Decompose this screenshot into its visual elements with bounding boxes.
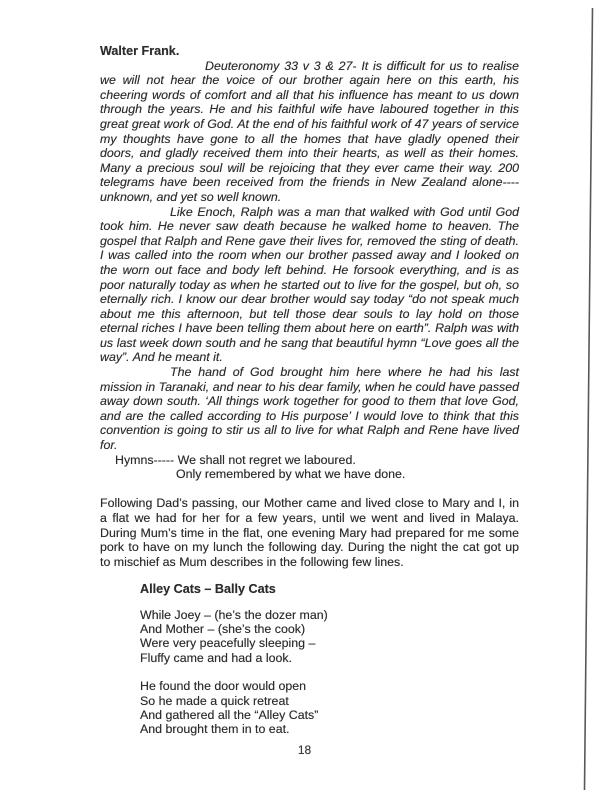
- page-number: 18: [297, 743, 312, 757]
- document-body: [100, 44, 519, 736]
- poem-line: And brought them in to eat.: [140, 721, 290, 736]
- page-title: Walter Frank.: [100, 44, 180, 58]
- poem-block: [100, 582, 519, 736]
- poem-line: And gathered all the “Alley Cats”: [140, 707, 319, 722]
- poem-line: So he made a quick retreat: [140, 693, 289, 708]
- memorial-paragraph-2: Like Enoch, Ralph was a man that walked with God until God took him. He never saw death because he walked home to heaven. The gospel that Ralph and Rene gave their lives for, removed the sting of death. I was called into the room when our brother passed away and I looked on the worn out face and body left behind. He forsook everything, and is as poor naturally today as when he started out to live for the gospel, but oh, so eternally rich. I know our dear brother would say today “do not speak much about me this afternoon, but tell those dear souls to lay hold on those eternal riches I have been telling them about here on earth”. Ralph was with us last week down south and he sang that beautiful hymn “Love goes all the way”. And he meant it.: [100, 204, 519, 365]
- poem-line: And Mother – (she’s the cook): [140, 622, 306, 637]
- poem-line: He found the door would open: [140, 679, 307, 694]
- poem-line: While Joey – (he’s the dozer man): [140, 607, 328, 622]
- memorial-paragraph-1: Deuteronomy 33 v 3 & 27- It is difficult for us to realise we will not hear the voice of our brother again here on this earth, his cheering words of comfort and all that his influence has meant to us down through the years. He and his faithful wife have laboured together in this great great work of God. At the end of his faithful work of 47 years of service my thoughts have gone to all the homes that have gladly opened their doors, and gladly received them into their hearts, as well as their homes. Many a precious soul will be rejoicing that they ever came their way. 200 telegrams have been received from the friends in New Zealand alone----unknown, and yet so well known.: [100, 58, 519, 204]
- poem-stanza-1: [140, 608, 519, 665]
- poem-line: Were very peacefully sleeping –: [140, 636, 316, 651]
- hymns-block: [100, 453, 519, 482]
- narrative-paragraph: Following Dad’s passing, our Mother came and lived close to Mary and I, in a flat we had for her for a few years, until we went and lived in Malaya. During Mum’s time in the flat, one evening Mary had prepared for me some pork to have on my lunch the following day. During the night the cat got up to mischief as Mum describes in the following few lines.: [100, 496, 519, 569]
- hymns-line-2: Only remembered by what we have done.: [176, 467, 406, 482]
- poem-title: Alley Cats – Bally Cats: [140, 582, 276, 597]
- poem-line: Fluffy came and had a look.: [140, 650, 292, 665]
- memorial-paragraph-3: The hand of God brought him here where he had his last mission in Taranaki, and near to his dear family, when he could have passed away down south. ‘All things work together for good to them that love God, and are the called according to His purpose’ I would love to think that this convention is going to stir us all to live for what Ralph and Rene have lived for.: [100, 365, 519, 453]
- hymns-line-1: Hymns----- We shall not regret we laboured.: [115, 452, 356, 467]
- poem-stanza-2: [140, 679, 519, 736]
